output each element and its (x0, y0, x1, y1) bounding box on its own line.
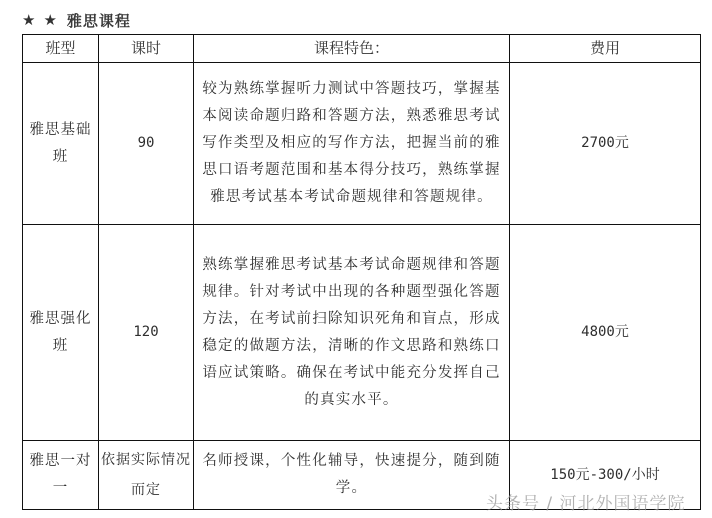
class-name-cell: 雅思基础班 (23, 63, 99, 225)
description-cell: 熟练掌握雅思考试基本考试命题规律和答题规律。针对考试中出现的各种题型强化答题方法，在考试前扫除知识死角和盲点，形成稳定的做题方法，清晰的作文思路和熟练口语应试策略。确保在考试中能充分发挥自己的真实水平。 (194, 225, 510, 441)
hours-cell: 120 (99, 225, 194, 441)
header-hours: 课时 (99, 35, 194, 63)
watermark: 头条号 / 河北外国语学院 (486, 494, 686, 514)
section-title (22, 9, 131, 31)
table-row (23, 63, 701, 225)
hours-cell: 依据实际情况而定 (99, 441, 194, 510)
hours-cell: 90 (99, 63, 194, 225)
header-price: 费用 (510, 35, 701, 63)
class-name-cell: 雅思一对一 (23, 441, 99, 510)
class-name-cell: 雅思强化班 (23, 225, 99, 441)
section-title-text: 雅思课程 (66, 11, 131, 30)
price-cell: 2700元 (510, 63, 701, 225)
price-cell: 150元-300/小时 (510, 441, 701, 510)
description-cell: 较为熟练掌握听力测试中答题技巧，掌握基本阅读命题归路和答题方法，熟悉雅思考试写作类型及相应的写作方法，把握当前的雅思口语考题范围和基本得分技巧，熟练掌握雅思考试基本考试命题规律和答题规律。 (194, 63, 510, 225)
description-cell: 名师授课，个性化辅导，快速提分，随到随学。 (194, 441, 510, 510)
header-features: 课程特色： (194, 35, 510, 63)
star-icon: ★ (43, 10, 57, 29)
star-icon: ★ (22, 10, 36, 29)
table-header-row (23, 35, 701, 63)
table-row (23, 441, 701, 510)
course-table (22, 34, 701, 510)
table-row (23, 225, 701, 441)
header-class-type: 班型 (23, 35, 99, 63)
price-cell: 4800元 (510, 225, 701, 441)
